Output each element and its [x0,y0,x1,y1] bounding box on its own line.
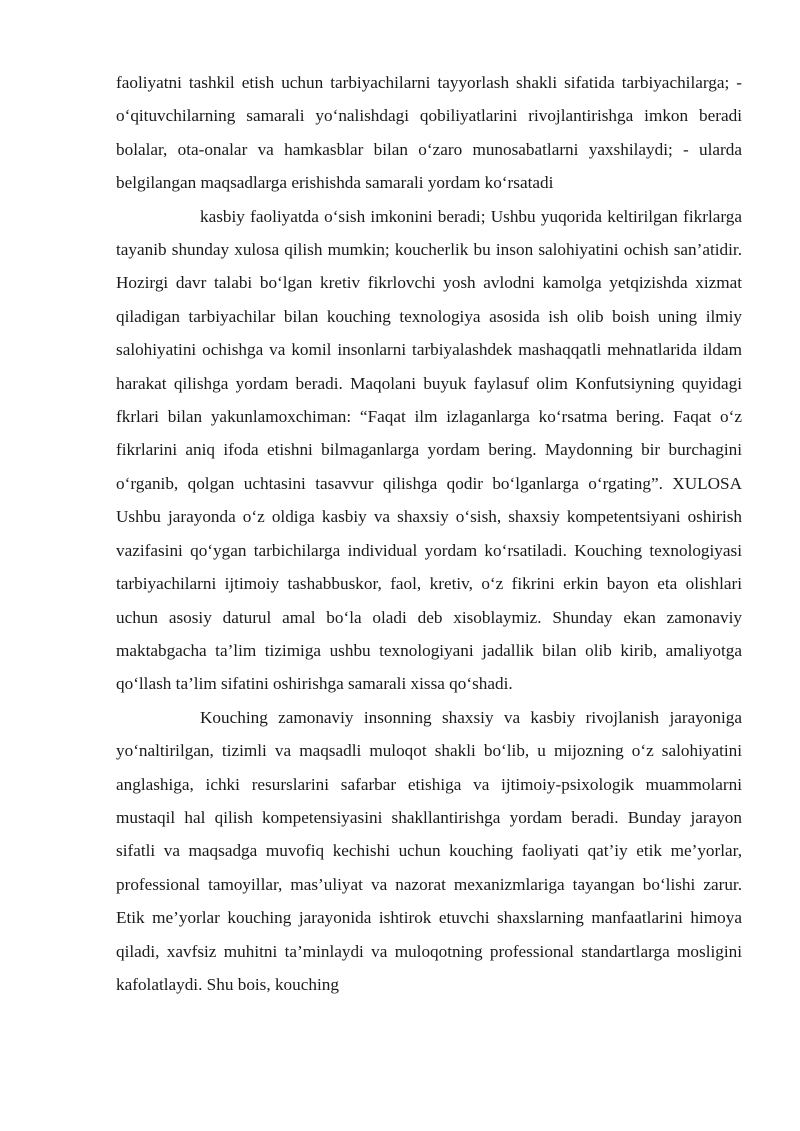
paragraph-coaching-ethics: Kouching zamonaviy insonning shaxsiy va kasbiy rivojlanish jarayoniga yo‘naltirilgan, tizimli va maqsadli muloqot shakli bo‘lib, u mijozning o‘z salohiyatini anglashiga, ichki resurslarini safarbar etishiga va ijtimoiy-psixologik muammolarni mustaqil hal qilish kompetensiyasini shakllantirishga yordam beradi. Bunday jarayon sifatli va maqsadga muvofiq kechishi uchun kouching faoliyati qat’iy etik me’yorlar, professional tamoyillar, mas’uliyat va nazorat mexanizmlariga tayangan bo‘lishi zarur. Etik me’yorlar kouching jarayonida ishtirok etuvchi shaxslarning manfaatlarini himoya qiladi, xavfsiz muhitni ta’minlaydi va muloqotning professional standartlarga mosligini kafolatlaydi. Shu bois, kouching [116,707,742,994]
paragraph-continuation: faoliyatni tashkil etish uchun tarbiyachilarni tayyorlash shakli sifatida tarbiyachilarga; - o‘qituvchilarning samarali yo‘nalishdagi qobiliyatlarini rivojlantirishga imkon beradi bolalar, ota-onalar va hamkasblar bilan o‘zaro munosabatlarni yaxshilaydi; - ularda belgilangan maqsadlarga erishishda samarali yordam ko‘rsatadi [116,73,742,193]
paragraph-conclusion: kasbiy faoliyatda o‘sish imkonini beradi; Ushbu yuqorida keltirilgan fikrlarga tayanib shunday xulosa qilish mumkin; koucherlik bu inson salohiyatini ochish san’atidir. Hozirgi davr talabi bo‘lgan kretiv fikrlovchi yosh avlodni kamolga yetqizishda xizmat qiladigan tarbiyachilar bilan kouching texnologiya asosida ish olib boish uning ilmiy salohiyatini ochishga va komil insonlarni tarbiyalashdek mashaqqatli mehnatlarida ildam harakat qilishga yordam beradi. Maqolani buyuk faylasuf olim Konfutsiyning quyidagi fkrlari bilan yakunlamoxchiman: “Faqat ilm izlaganlarga ko‘rsatma bering. Faqat o‘z fikrlarini aniq ifoda etishni bilmaganlarga yordam bering. Maydonning bir burchagini o‘rganib, qolgan uchtasini tasavvur qilishga qodir bo‘lganlarga o‘rgating”. XULOSA Ushbu jarayonda o‘z oldiga kasbiy va shaxsiy o‘sish, shaxsiy kompetentsiyani oshirish vazifasini qo‘ygan tarbichilarga individual yordam ko‘rsatiladi. Kouching texnologiyasi tarbiyachilarni ijtimoiy tashabbuskor, faol, kretiv, o‘z fikrini erkin bayon eta olishlari uchun asosiy daturul amal bo‘la oladi deb xisoblaymiz. Shunday ekan zamonaviy maktabgacha ta’lim tizimiga ushbu texnologiyani jadallik bilan olib kirib, amaliyotga qo‘llash ta’lim sifatini oshirishga samarali xissa qo‘shadi. [116,206,742,694]
document-page [116,66,742,1001]
